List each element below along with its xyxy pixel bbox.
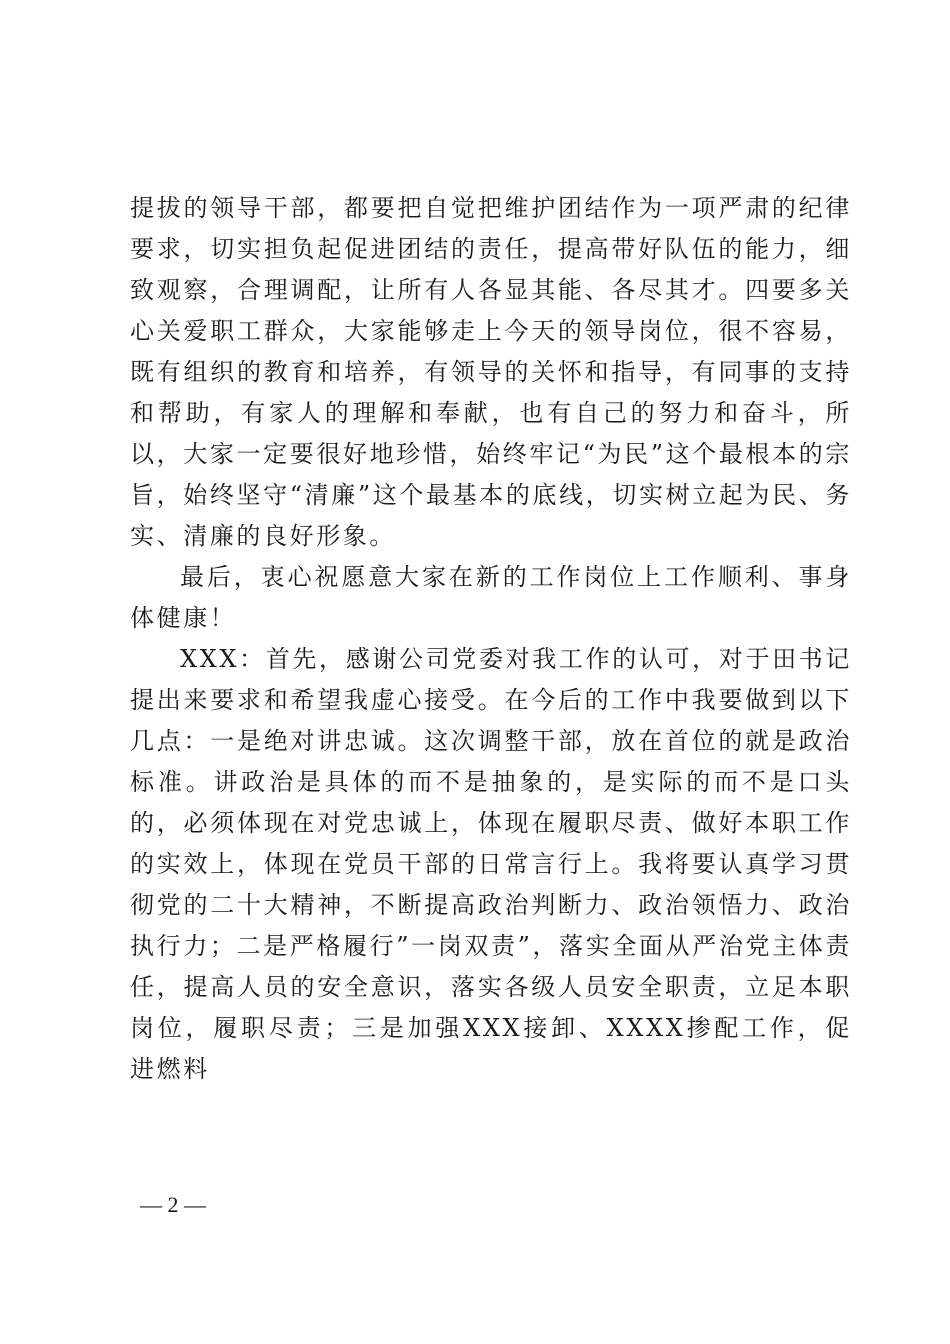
paragraph-closing-wishes: 最后，衷心祝愿意大家在新的工作岗位上工作顺利、事身体健康！ bbox=[130, 563, 852, 632]
paragraph-continuation: 提拔的领导干部，都要把自觉把维护团结作为一项严肃的纪律要求，切实担负起促进团结的责任，提高带好队伍的能力，细致观察，合理调配，让所有人各显其能、各尽其才。四要多关心关爱职工群众，大家能够走上今天的领导岗位，很不容易，既有组织的教育和培养，有领导的关怀和指导，有同事的支持和帮助，有家人的理解和奉献，也有自己的努力和奋斗，所以，大家一定要很好地珍惜，始终牢记“为民”这个最根本的宗旨，始终坚守“清廉”这个最基本的底线，切实树立起为民、务实、清廉的良好形象。 bbox=[130, 194, 852, 550]
paragraph-xxx-statement: XXX：首先，感谢公司党委对我工作的认可，对于田书记提出来要求和希望我虚心接受。在今后的工作中我要做到以下几点：一是绝对讲忠诚。这次调整干部，放在首位的就是政治标准。讲政治是具体的而不是抽象的，是实际的而不是口头的，必须体现在对党忠诚上，体现在履职尽责、做好本职工作的实效上，体现在党员干部的日常言行上。我将要认真学习贯彻党的二十大精神，不断提高政治判断力、政治领悟力、政治执行力；二是严格履行”一岗双责”，落实全面从严治党主体责任，提高人员的安全意识，落实各级人员安全职责，立足本职岗位，履职尽责；三是加强XXX接卸、XXXX掺配工作，促进燃料 bbox=[130, 645, 852, 1083]
page-number: — 2 — bbox=[140, 1192, 206, 1217]
document-body bbox=[130, 188, 852, 1090]
